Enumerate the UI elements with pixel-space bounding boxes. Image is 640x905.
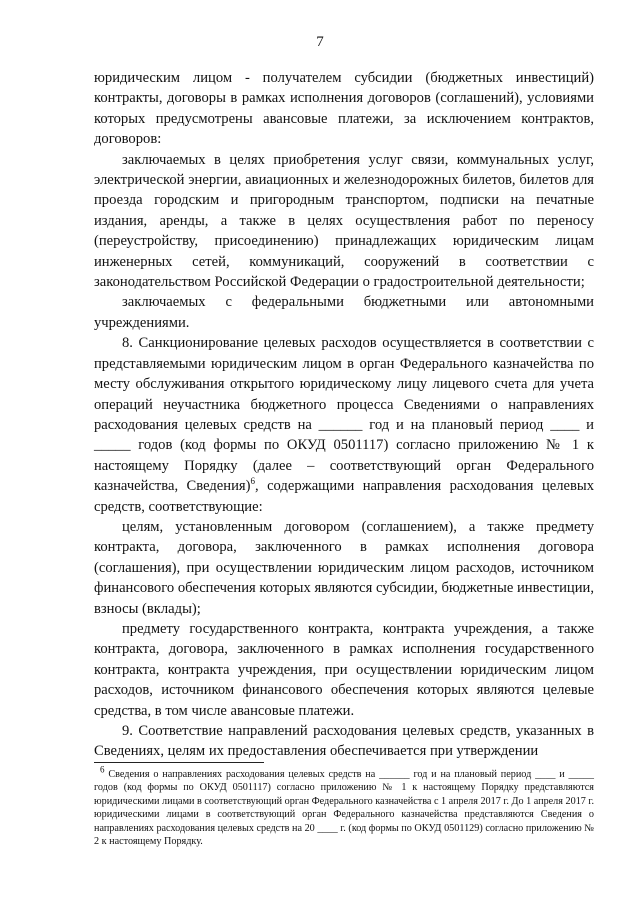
paragraph-5: целям, установленным договором (соглашением), а также предмету контракта, договора, заключенного в рамках исполнения договора (соглашения), при осуществлении юридическим лицом расходов, источником финансового обеспечения которых являются субсидии, бюджетные инвестиции, взносы (вклады);: [94, 518, 594, 617]
footnote-mark: 6: [100, 764, 105, 775]
body-text: [94, 68, 594, 762]
page-number: 7: [316, 34, 324, 50]
paragraph-4-after: , содержащими направления расходования целевых средств, соответствующие:: [94, 478, 594, 515]
paragraph-4: [94, 333, 594, 517]
footnote-text: Сведения о направлениях расходования целевых средств на ______ год и на плановый период ____ и _____ годов (код формы по ОКУД 0501117) согласно приложению № 1 к настоящему Порядку представляются юридическими лицами в соответствующий орган Федерального казначейства с 1 апреля 2017 г. До 1 апреля 2017 г. юридическими лицами в соответствующий орган Федерального казначейства представляются Сведения о направлениях расходования целевых средств на 20 ____ г. (код формы по ОКУД 0501129) согласно приложению № 2 к настоящему Порядку.: [94, 769, 594, 848]
footnote: [94, 764, 594, 848]
paragraph-2: заключаемых в целях приобретения услуг связи, коммунальных услуг, электрической энергии, авиационных и железнодорожных билетов, билетов для проезда городским и пригородным транспортом, подписки на печатные издания, аренды, а также в целях осуществления работ по переносу (переустройству, присоединению) принадлежащих юридическим лицам инженерных сетей, коммуникаций, сооружений в соответствии с законодательством Российской Федерации о градостроительной деятельности;: [94, 151, 594, 291]
footnote-ref: 6: [250, 476, 255, 487]
paragraph-4-text: 8. Санкционирование целевых расходов осуществляется в соответствии с представляемыми юридическим лицом в орган Федерального казначейства по месту обслуживания открытого юридическому лицу лицевого счета для учета операций неучастника бюджетного процесса Сведениями о направлениях расходования целевых средств на ______ год и на плановый период ____ и _____ годов (код формы по ОКУД 0501117) согласно приложению № 1 к настоящему Порядку (далее – соответствующий орган Федерального казначейства, Сведения): [94, 335, 594, 495]
paragraph-3: заключаемых с федеральными бюджетными или автономными учреждениями.: [94, 294, 594, 331]
footnote-divider: [94, 762, 264, 763]
paragraph-7: 9. Соответствие направлений расходования целевых средств, указанных в Сведениях, целям их предоставления обеспечивается при утверждении: [94, 723, 594, 760]
paragraph-1: юридическим лицом - получателем субсидии (бюджетных инвестиций) контракты, договоры в рамках исполнения договоров (соглашений), условиями которых предусмотрены авансовые платежи, за исключением контрактов, договоров:: [94, 70, 594, 148]
paragraph-6: предмету государственного контракта, контракта учреждения, а также контракта, договора, заключенного в рамках исполнения государственного контракта, контракта учреждения, при осуществлении юридическим лицом расходов, источником финансового обеспечения которых являются целевые средства, в том числе авансовые платежи.: [94, 620, 594, 719]
